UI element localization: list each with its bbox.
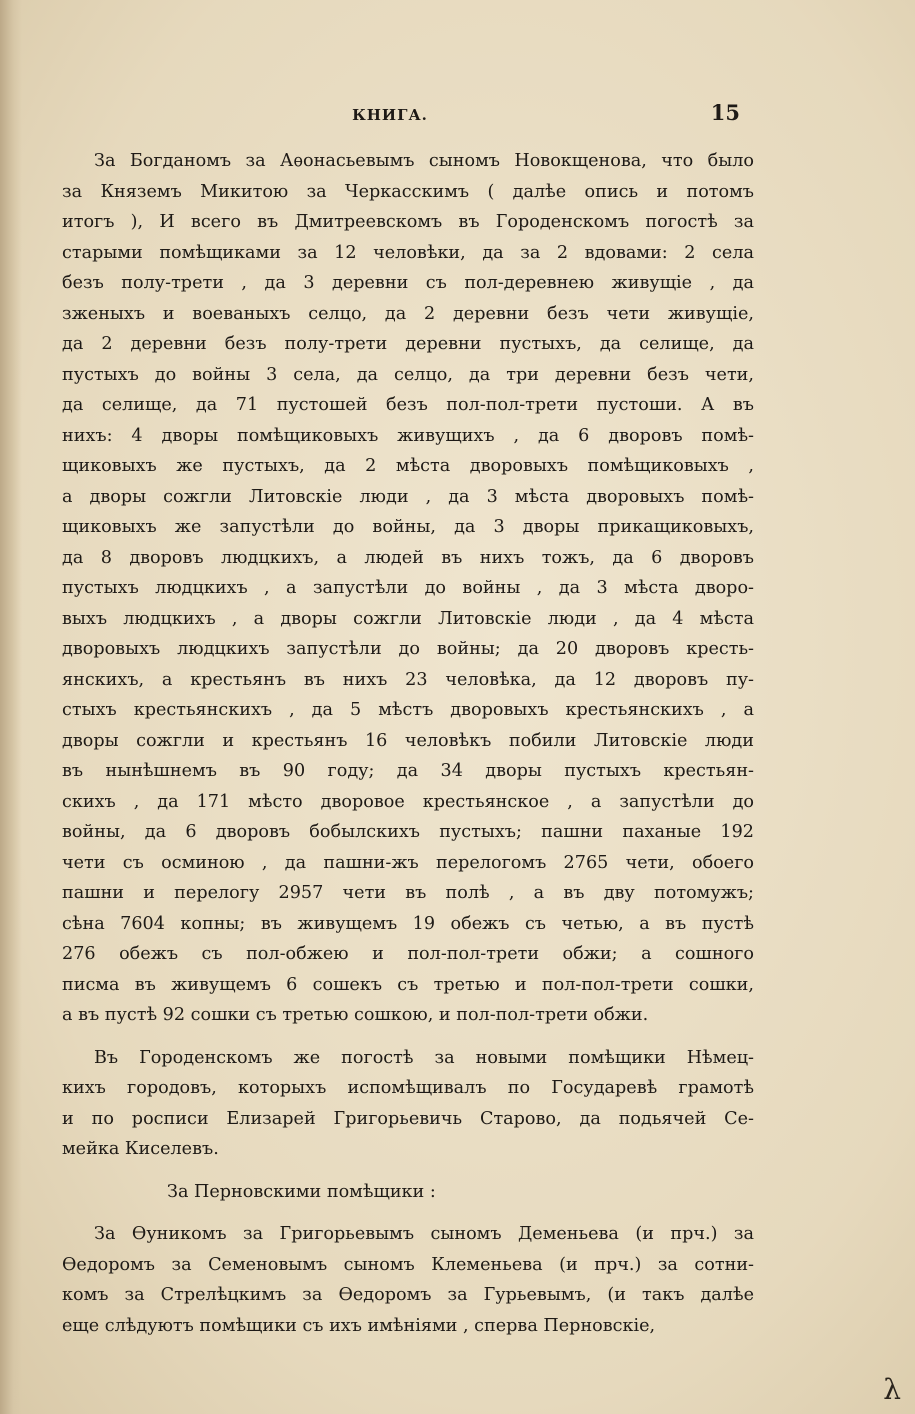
- page-number: 15: [710, 100, 740, 125]
- text-line: безъ полу-трети , да 3 деревни съ пол-деревнею живущіе , да: [62, 273, 754, 293]
- text-line: да 2 деревни безъ полу-трети деревни пустыхъ, да селище, да: [62, 334, 754, 354]
- text-line: пустыхъ до войны 3 села, да селцо, да три деревни безъ чети,: [62, 364, 754, 385]
- text-line: пустыхъ людцкихъ , а запустѣли до войны , да 3 мѣста дворо-: [62, 578, 754, 598]
- paragraph: [62, 1043, 754, 1165]
- text-line: войны, да 6 дворовъ бобылскихъ пустыхъ; пашни паханые 192: [62, 822, 754, 842]
- text-line: писма въ живущемъ 6 сошекъ съ третью и пол-пол-трети сошки,: [62, 974, 754, 995]
- text-line: комъ за Стрелѣцкимъ за Ѳедоромъ за Гурьевымъ, (и такъ далѣе: [62, 1285, 754, 1305]
- text-line: дворы сожгли и крестьянъ 16 человѣкъ побили Литовскіе люди: [62, 730, 754, 751]
- text-line: чети съ осминою , да пашни-жъ перелогомъ 2765 чети, обоего: [62, 852, 754, 873]
- text-line: мейка Киселевъ.: [62, 1139, 219, 1159]
- paragraph-gap: [62, 1165, 754, 1177]
- text-line: дворовыхъ людцкихъ запустѣли до войны; да 20 дворовъ кресть-: [62, 639, 754, 659]
- text-line: и по росписи Елизарей Григорьевичь Старово, да подьячей Се-: [62, 1108, 754, 1129]
- text-line: щиковыхъ же пустыхъ, да 2 мѣста дворовыхъ помѣщиковыхъ ,: [62, 456, 754, 476]
- text-line: за Княземъ Микитою за Черкасскимъ ( далѣе опись и потомъ: [62, 181, 754, 202]
- body-text: [62, 146, 754, 1341]
- text-line: За Ѳуникомъ за Григорьевымъ сыномъ Деменьева (и прч.) за: [94, 1224, 754, 1244]
- text-line: итогъ ), И всего въ Дмитреевскомъ въ Городенскомъ погостѣ за: [62, 212, 754, 232]
- section-subheading-block: [62, 1177, 754, 1208]
- paragraph-gap: [62, 1207, 754, 1219]
- text-line: янскихъ, а крестьянъ въ нихъ 23 человѣка, да 12 дворовъ пу-: [62, 669, 754, 690]
- text-line: а въ пустѣ 92 сошки съ третью сошкою, и пол-пол-трети обжи.: [62, 1005, 649, 1025]
- text-line: стыхъ крестьянскихъ , да 5 мѣстъ дворовыхъ крестьянскихъ , а: [62, 700, 754, 720]
- text-line: зженыхъ и воеваныхъ селцо, да 2 деревни безъ чети живущіе,: [62, 303, 754, 324]
- running-head: КНИГА.: [352, 106, 428, 124]
- text-line: 276 обежъ съ пол-обжею и пол-пол-трети обжи; а сошного: [62, 944, 754, 964]
- text-line: еще слѣдуютъ помѣщики съ ихъ имѣніями , сперва Перновскіе,: [62, 1315, 656, 1336]
- paragraph-gap: [62, 1031, 754, 1043]
- text-line: Ѳедоромъ за Семеновымъ сыномъ Клеменьева (и прч.) за сотни-: [62, 1254, 754, 1275]
- text-line: пашни и перелогу 2957 чети въ полѣ , а въ дву потомужъ;: [62, 883, 754, 903]
- text-line: За Богданомъ за Аѳонасьевымъ сыномъ Новокщенова, что было: [94, 151, 754, 171]
- text-line: скихъ , да 171 мѣсто дворовое крестьянское , а запустѣли до: [62, 791, 754, 812]
- text-line: да селище, да 71 пустошей безъ пол-пол-трети пустоши. А въ: [62, 395, 754, 415]
- text-line: да 8 дворовъ людцкихъ, а людей въ нихъ тожъ, да 6 дворовъ: [62, 547, 754, 568]
- text-line: нихъ: 4 дворы помѣщиковыхъ живущихъ , да 6 дворовъ помѣ-: [62, 425, 754, 446]
- text-line: старыми помѣщиками за 12 человѣки, да за 2 вдовами: 2 села: [62, 242, 754, 263]
- paragraph: [62, 146, 754, 1031]
- text-line: кихъ городовъ, которыхъ испомѣщивалъ по Государевѣ грамотѣ: [62, 1078, 754, 1098]
- paragraph: [62, 1219, 754, 1341]
- section-subheading: За Перновскими помѣщики :: [167, 1181, 436, 1202]
- text-line: Въ Городенскомъ же погостѣ за новыми помѣщики Нѣмец-: [94, 1047, 754, 1068]
- text-line: выхъ людцкихъ , а дворы сожгли Литовскіе люди , да 4 мѣста: [62, 608, 754, 629]
- corner-mark: λ: [883, 1373, 901, 1406]
- page-gutter-shadow: [0, 0, 22, 1414]
- text-line: сѣна 7604 копны; въ живущемъ 19 обежъ съ четью, а въ пустѣ: [62, 913, 754, 934]
- text-line: а дворы сожгли Литовскіе люди , да 3 мѣста дворовыхъ помѣ-: [62, 486, 754, 507]
- text-line: въ нынѣшнемъ въ 90 году; да 34 дворы пустыхъ крестьян-: [62, 761, 754, 781]
- text-line: щиковыхъ же запустѣли до войны, да 3 дворы прикащиковыхъ,: [62, 517, 754, 537]
